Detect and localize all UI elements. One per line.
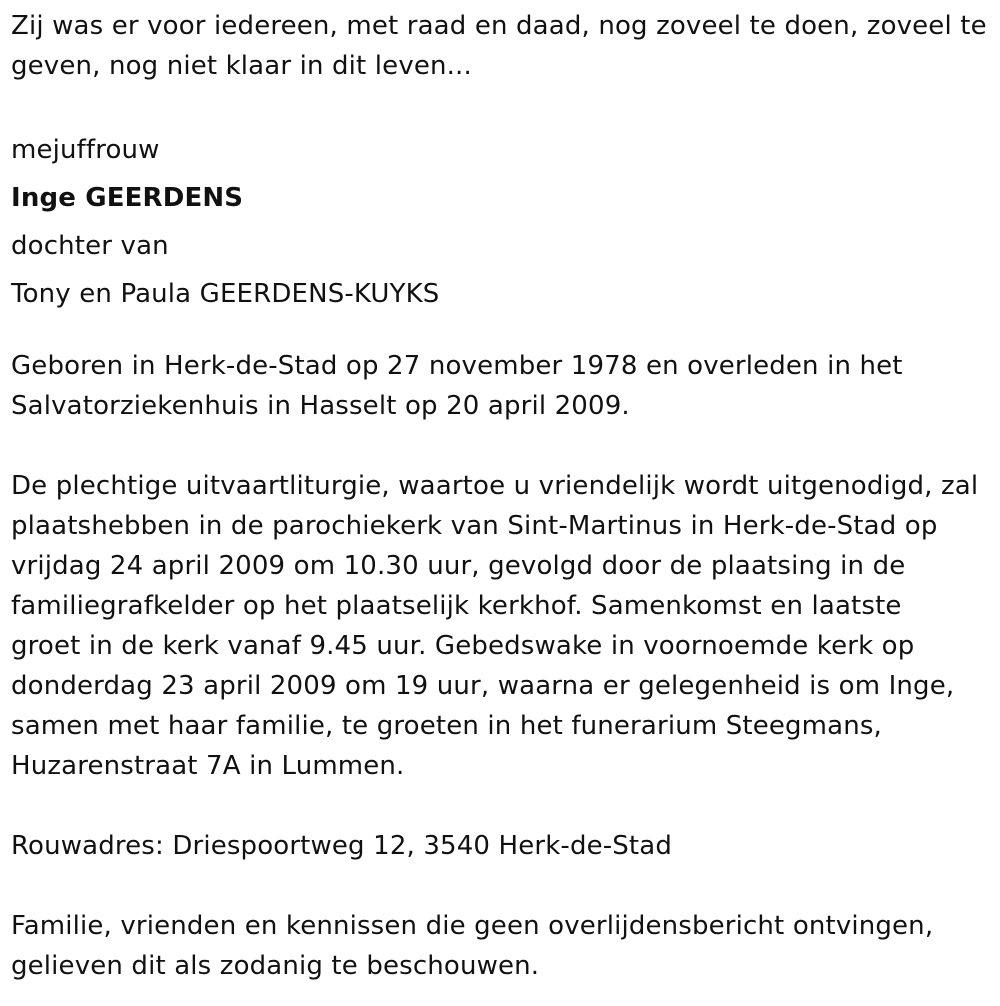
ceremony-line: plaatshebben in de parochiekerk van Sint-Martinus in Herk-de-Stad op: [11, 511, 938, 541]
birth-death-line: Salvatorziekenhuis in Hasselt op 20 april 2009.: [11, 391, 630, 421]
ceremony-line: donderdag 23 april 2009 om 19 uur, waarna er gelegenheid is om Inge,: [11, 671, 955, 701]
ceremony-line: groet in de kerk vanaf 9.45 uur. Gebedswake in voornoemde kerk op: [11, 631, 915, 661]
ceremony-paragraph: [11, 466, 1000, 786]
intro-line: geven, nog niet klaar in dit leven...: [11, 51, 472, 81]
deceased-relation: dochter van: [11, 231, 169, 261]
intro-line: Zij was er voor iedereen, met raad en daad, nog zoveel te doen, zoveel te: [11, 11, 987, 41]
deceased-block: [11, 126, 1000, 318]
closing-paragraph: [11, 906, 1000, 986]
ceremony-line: vrijdag 24 april 2009 om 10.30 uur, gevolgd door de plaatsing in de: [11, 551, 906, 581]
funeral-address: Rouwadres: Driespoortweg 12, 3540 Herk-de-Stad: [11, 831, 673, 861]
spacer: [11, 866, 1000, 906]
deceased-parents: Tony en Paula GEERDENS-KUYKS: [11, 279, 440, 309]
spacer: [11, 86, 1000, 126]
ceremony-line: Huzarenstraat 7A in Lummen.: [11, 751, 405, 781]
spacer: [11, 786, 1000, 826]
birth-death-paragraph: [11, 346, 1000, 426]
spacer: [11, 318, 1000, 346]
ceremony-line: samen met haar familie, te groeten in het funerarium Steegmans,: [11, 711, 882, 741]
birth-death-line: Geboren in Herk-de-Stad op 27 november 1978 en overleden in het: [11, 351, 903, 381]
ceremony-line: familiegrafkelder op het plaatselijk kerkhof. Samenkomst en laatste: [11, 591, 902, 621]
deceased-title: mejuffrouw: [11, 135, 160, 165]
deceased-name: Inge GEERDENS: [11, 183, 244, 213]
closing-line: gelieven dit als zodanig te beschouwen.: [11, 951, 540, 981]
ceremony-line: De plechtige uitvaartliturgie, waartoe u vriendelijk wordt uitgenodigd, zal: [11, 471, 979, 501]
spacer: [11, 426, 1000, 466]
closing-line: Familie, vrienden en kennissen die geen overlijdensbericht ontvingen,: [11, 911, 934, 941]
intro-paragraph: [11, 6, 1000, 86]
